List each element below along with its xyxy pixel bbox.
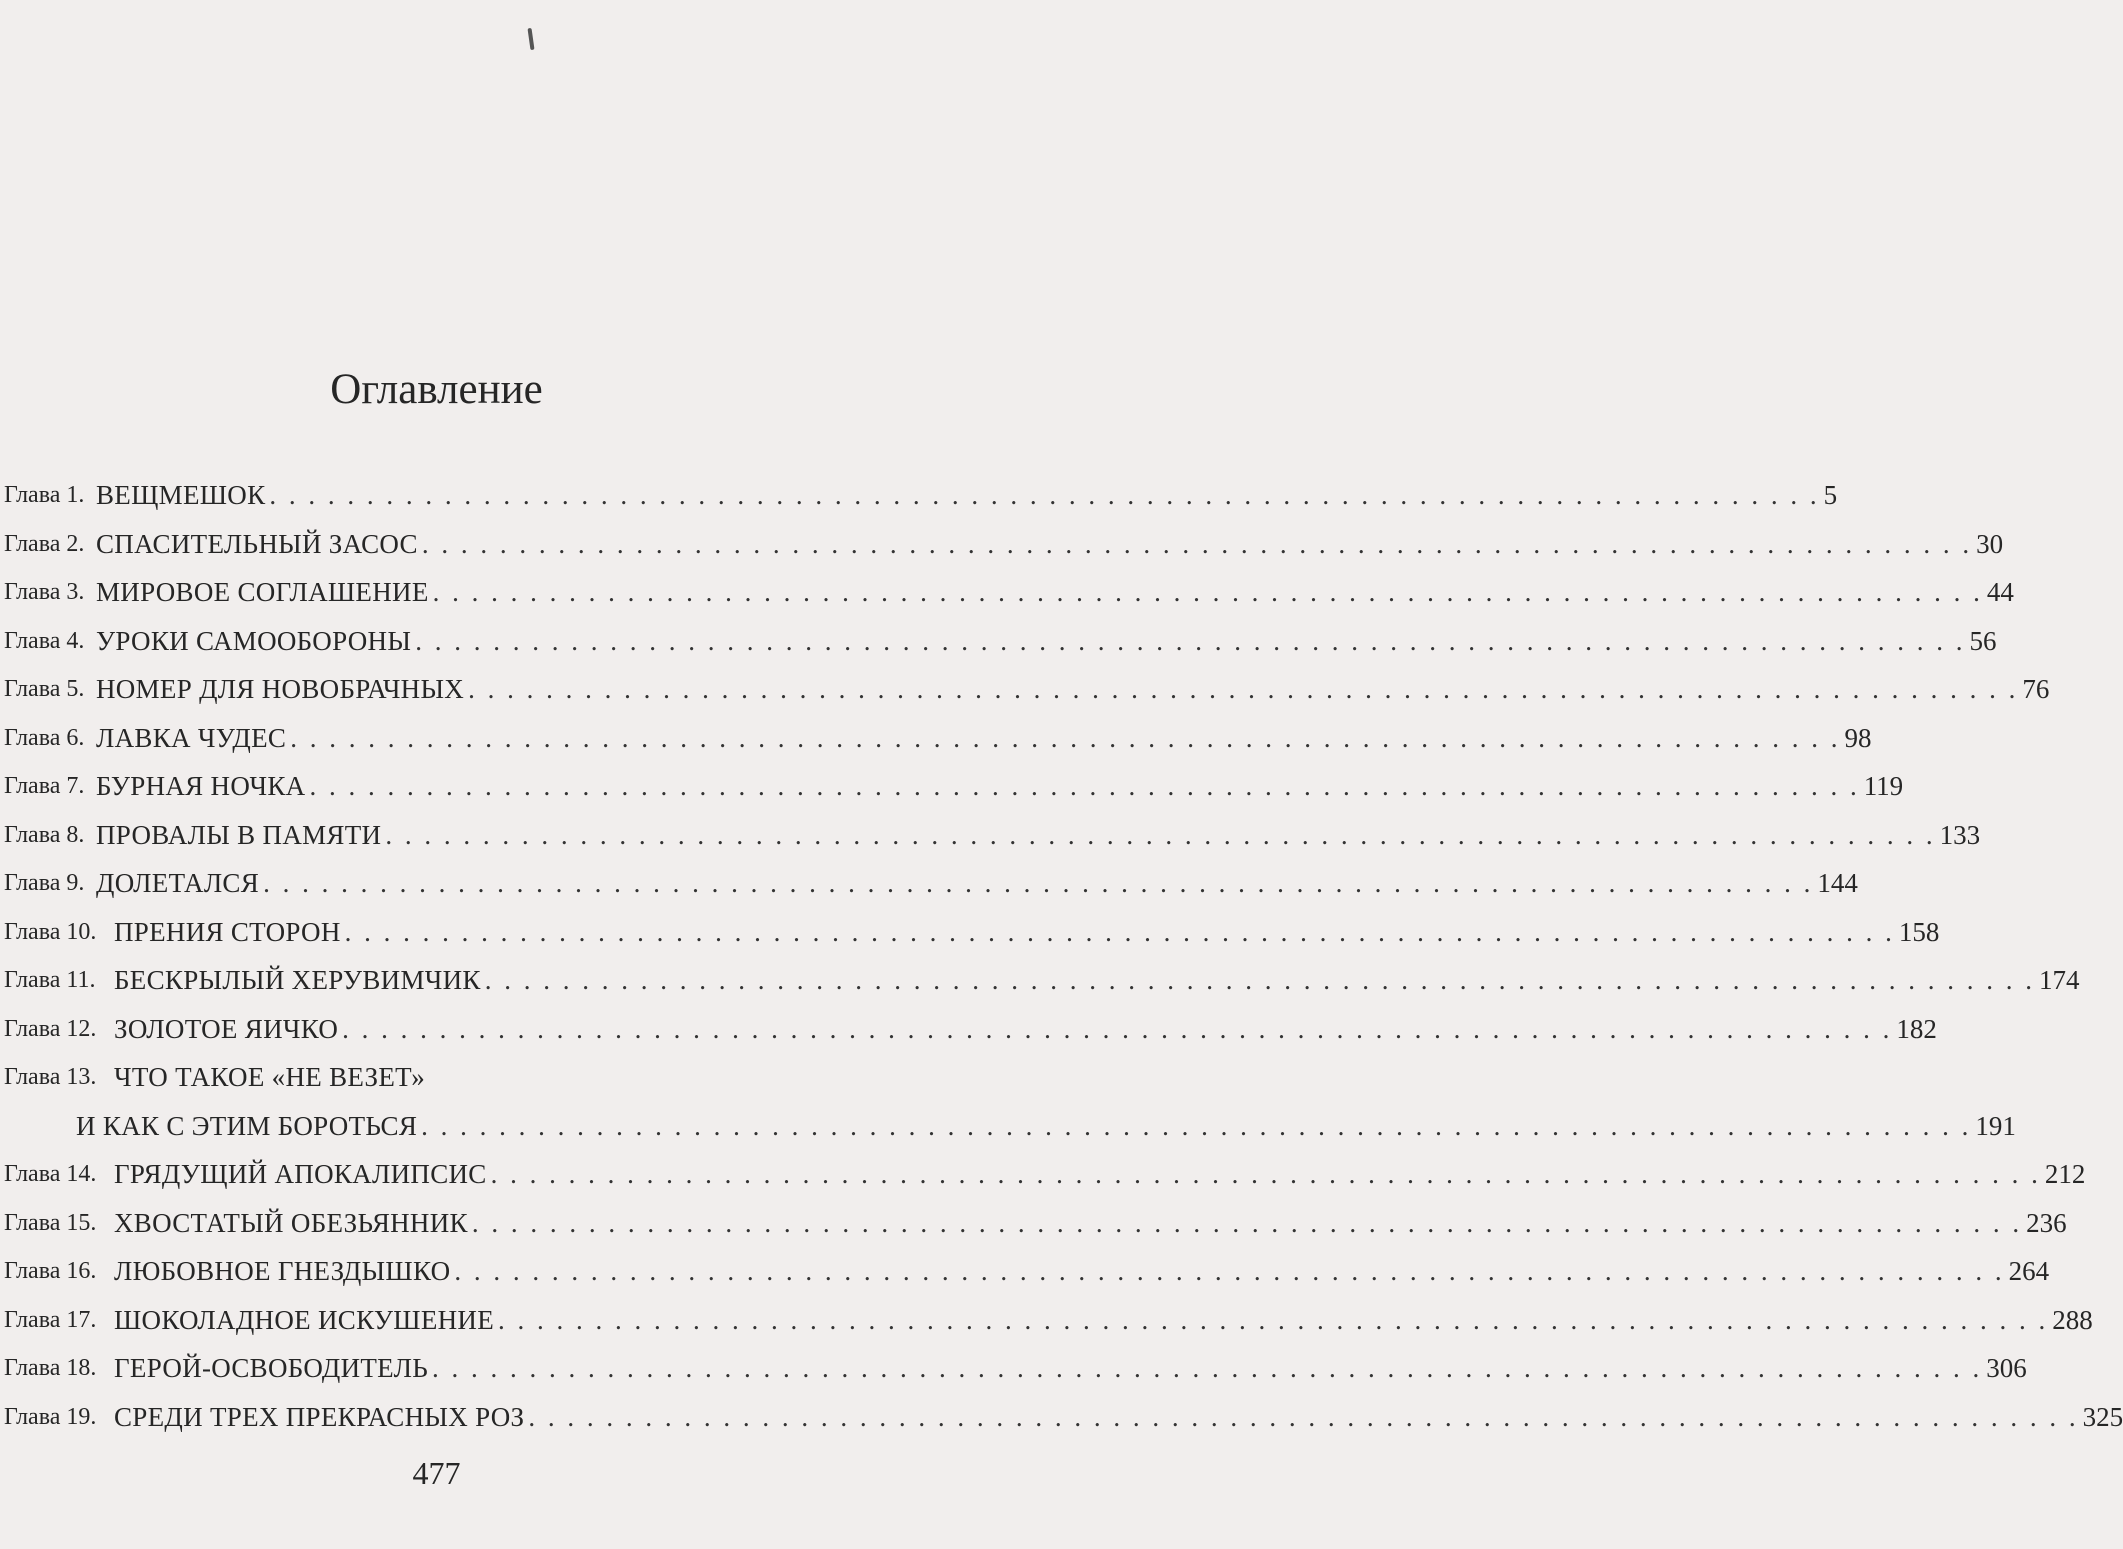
chapter-title: БЕСКРЫЛЫЙ ХЕРУВИМЧИК bbox=[114, 965, 481, 995]
chapter-title: МИРОВОЕ СОГЛАШЕНИЕ bbox=[96, 577, 429, 607]
chapter-number: Глава 3. bbox=[4, 579, 85, 605]
dot-leader: . . . . . . . . . . . . . . . . . . . . . . . . . . . . . . . . . . . . . . . . . . . . . . . . . . . . . . . . . . . . . . . . . . . . . . . . . . . . . . . . bbox=[490, 1159, 2041, 1189]
chapter-page: 76 bbox=[2022, 674, 2050, 704]
chapter-title: ЗОЛОТОЕ ЯИЧКО bbox=[114, 1013, 339, 1044]
dot-leader: . . . . . . . . . . . . . . . . . . . . . . . . . . . . . . . . . . . . . . . . . . . . . . . . . . . . . . . . . . . . . . . . . . . . . . . . . . . . . . . . bbox=[385, 819, 1936, 850]
chapter-number: Глава 19. bbox=[4, 1403, 97, 1430]
chapter-number: Глава 17. bbox=[4, 1306, 97, 1333]
chapter-page: 119 bbox=[1863, 771, 1904, 801]
toc-entry bbox=[0, 1247, 2050, 1296]
chapter-page: 5 bbox=[1823, 480, 1838, 510]
toc-entry bbox=[0, 520, 2004, 569]
dot-leader: . . . . . . . . . . . . . . . . . . . . . . . . . . . . . . . . . . . . . . . . . . . . . . . . . . . . . . . . . . . . . . . . . . . . . . . . . . . . . . . . bbox=[309, 771, 1860, 801]
chapter-number: Глава 4. bbox=[4, 627, 85, 654]
chapter-number: Глава 13. bbox=[4, 1064, 97, 1090]
chapter-title: ШОКОЛАДНОЕ ИСКУШЕНИЕ bbox=[114, 1304, 495, 1335]
chapter-page: 30 bbox=[1976, 528, 2004, 559]
chapter-number: Глава 18. bbox=[4, 1355, 97, 1381]
toc-entry bbox=[0, 1053, 2016, 1150]
chapter-page: 158 bbox=[1898, 916, 1940, 947]
chapter-page: 56 bbox=[1969, 625, 1997, 656]
toc-entry bbox=[0, 665, 2050, 714]
chapter-title: ЧТО ТАКОЕ «НЕ ВЕЗЕТ» bbox=[114, 1062, 426, 1092]
chapter-number: Глава 6. bbox=[4, 724, 85, 751]
dot-leader: . . . . . . . . . . . . . . . . . . . . . . . . . . . . . . . . . . . . . . . . . . . . . . . . . . . . . . . . . . . . . . . . . . . . . . . . . . . . . . . . bbox=[528, 1401, 2079, 1432]
page-edge-mark bbox=[527, 28, 534, 50]
chapter-page: 144 bbox=[1817, 868, 1858, 898]
chapter-title: ДОЛЕТАЛСЯ bbox=[96, 868, 260, 898]
dot-leader: . . . . . . . . . . . . . . . . . . . . . . . . . . . . . . . . . . . . . . . . . . . . . . . . . . . . . . . . . . . . . . . . . . . . . . . . . . . . . . . . bbox=[269, 480, 1820, 510]
chapter-title: УРОКИ САМООБОРОНЫ bbox=[96, 625, 412, 656]
toc-entry bbox=[0, 1150, 2086, 1199]
chapter-title: СРЕДИ ТРЕХ ПРЕКРАСНЫХ РОЗ bbox=[114, 1401, 525, 1432]
chapter-title: БУРНАЯ НОЧКА bbox=[96, 771, 306, 801]
chapter-number: Глава 10. bbox=[4, 918, 97, 945]
chapter-number: Глава 16. bbox=[4, 1258, 97, 1284]
toc-entry bbox=[0, 714, 1872, 763]
chapter-number: Глава 7. bbox=[4, 773, 85, 799]
toc-entry bbox=[0, 1296, 2093, 1345]
chapter-page: 264 bbox=[2008, 1256, 2050, 1286]
chapter-title: ВЕЩМЕШОК bbox=[96, 480, 266, 510]
chapter-number: Глава 14. bbox=[4, 1161, 97, 1187]
chapter-title: ГЕРОЙ-ОСВОБОДИТЕЛЬ bbox=[114, 1353, 429, 1383]
chapter-title: ЛАВКА ЧУДЕС bbox=[96, 722, 287, 753]
chapter-title: СПАСИТЕЛЬНЫЙ ЗАСОС bbox=[96, 528, 418, 559]
page-number: 477 bbox=[412, 1455, 461, 1491]
toc-list bbox=[0, 471, 2123, 1441]
dot-leader: . . . . . . . . . . . . . . . . . . . . . . . . . . . . . . . . . . . . . . . . . . . . . . . . . . . . . . . . . . . . . . . . . . . . . . . . . . . . . . . . bbox=[468, 674, 2019, 704]
chapter-page: 98 bbox=[1844, 722, 1872, 753]
toc-entry bbox=[0, 568, 2014, 617]
dot-leader: . . . . . . . . . . . . . . . . . . . . . . . . . . . . . . . . . . . . . . . . . . . . . . . . . . . . . . . . . . . . . . . . . . . . . . . . . . . . . . . . bbox=[290, 722, 1841, 753]
chapter-page: 44 bbox=[1986, 577, 2014, 607]
chapter-number: Глава 8. bbox=[4, 821, 85, 848]
dot-leader: . . . . . . . . . . . . . . . . . . . . . . . . . . . . . . . . . . . . . . . . . . . . . . . . . . . . . . . . . . . . . . . . . . . . . . . . . . . . . . . . bbox=[342, 1013, 1893, 1044]
dot-leader: . . . . . . . . . . . . . . . . . . . . . . . . . . . . . . . . . . . . . . . . . . . . . . . . . . . . . . . . . . . . . . . . . . . . . . . . . . . . . . . . bbox=[432, 577, 1983, 607]
chapter-page: 288 bbox=[2052, 1304, 2093, 1335]
toc-entry bbox=[0, 1005, 1937, 1054]
chapter-title: ГРЯДУЩИЙ АПОКАЛИПСИС bbox=[114, 1159, 487, 1189]
chapter-page: 174 bbox=[2038, 965, 2080, 995]
chapter-page: 133 bbox=[1939, 819, 1981, 850]
chapter-title: НОМЕР ДЛЯ НОВОБРАЧНЫХ bbox=[96, 674, 465, 704]
toc-entry bbox=[0, 762, 1904, 811]
dot-leader: . . . . . . . . . . . . . . . . . . . . . . . . . . . . . . . . . . . . . . . . . . . . . . . . . . . . . . . . . . . . . . . . . . . . . . . . . . . . . . . . bbox=[484, 965, 2035, 995]
chapter-title: ЛЮБОВНОЕ ГНЕЗДЫШКО bbox=[114, 1256, 451, 1286]
chapter-title: ПРОВАЛЫ В ПАМЯТИ bbox=[96, 819, 382, 850]
toc-entry bbox=[0, 811, 1981, 860]
chapter-number: Глава 11. bbox=[4, 967, 96, 993]
dot-leader: . . . . . . . . . . . . . . . . . . . . . . . . . . . . . . . . . . . . . . . . . . . . . . . . . . . . . . . . . . . . . . . . . . . . . . . . . . . . . . . . bbox=[421, 528, 1973, 559]
chapter-page: 191 bbox=[1975, 1110, 2016, 1141]
dot-leader: . . . . . . . . . . . . . . . . . . . . . . . . . . . . . . . . . . . . . . . . . . . . . . . . . . . . . . . . . . . . . . . . . . . . . . . . . . . . . . . . bbox=[421, 1110, 1972, 1141]
dot-leader: . . . . . . . . . . . . . . . . . . . . . . . . . . . . . . . . . . . . . . . . . . . . . . . . . . . . . . . . . . . . . . . . . . . . . . . . . . . . . . . . bbox=[454, 1256, 2005, 1286]
dot-leader: . . . . . . . . . . . . . . . . . . . . . . . . . . . . . . . . . . . . . . . . . . . . . . . . . . . . . . . . . . . . . . . . . . . . . . . . . . . . . . . . bbox=[415, 625, 1966, 656]
dot-leader: . . . . . . . . . . . . . . . . . . . . . . . . . . . . . . . . . . . . . . . . . . . . . . . . . . . . . . . . . . . . . . . . . . . . . . . . . . . . . . . . bbox=[471, 1207, 2023, 1238]
toc-entry bbox=[0, 1393, 2123, 1442]
chapter-number: Глава 15. bbox=[4, 1209, 97, 1236]
toc-entry bbox=[0, 859, 1858, 908]
chapter-number: Глава 1. bbox=[4, 482, 85, 508]
toc-title: Оглавление bbox=[330, 366, 543, 413]
chapter-page: 182 bbox=[1896, 1013, 1937, 1044]
chapter-number: Глава 2. bbox=[4, 530, 85, 557]
dot-leader: . . . . . . . . . . . . . . . . . . . . . . . . . . . . . . . . . . . . . . . . . . . . . . . . . . . . . . . . . . . . . . . . . . . . . . . . . . . . . . . . bbox=[263, 868, 1814, 898]
chapter-number: Глава 5. bbox=[4, 676, 85, 702]
chapter-number: Глава 9. bbox=[4, 870, 85, 896]
chapter-page: 306 bbox=[1986, 1353, 2027, 1383]
dot-leader: . . . . . . . . . . . . . . . . . . . . . . . . . . . . . . . . . . . . . . . . . . . . . . . . . . . . . . . . . . . . . . . . . . . . . . . . . . . . . . . . bbox=[498, 1304, 2049, 1335]
chapter-page: 325 bbox=[2082, 1401, 2123, 1432]
chapter-number: Глава 12. bbox=[4, 1015, 97, 1042]
chapter-page: 212 bbox=[2044, 1159, 2086, 1189]
chapter-title-continued: И КАК С ЭТИМ БОРОТЬСЯ bbox=[76, 1110, 418, 1141]
chapter-title: ХВОСТАТЫЙ ОБЕЗЬЯННИК bbox=[114, 1207, 468, 1238]
dot-leader: . . . . . . . . . . . . . . . . . . . . . . . . . . . . . . . . . . . . . . . . . . . . . . . . . . . . . . . . . . . . . . . . . . . . . . . . . . . . . . . . bbox=[344, 916, 1895, 947]
toc-entry bbox=[0, 956, 2080, 1005]
toc-entry bbox=[0, 1344, 2027, 1393]
toc-entry bbox=[0, 1199, 2067, 1248]
dot-leader: . . . . . . . . . . . . . . . . . . . . . . . . . . . . . . . . . . . . . . . . . . . . . . . . . . . . . . . . . . . . . . . . . . . . . . . . . . . . . . . . bbox=[432, 1353, 1983, 1383]
chapter-title: ПРЕНИЯ СТОРОН bbox=[114, 916, 341, 947]
toc-entry bbox=[0, 471, 1838, 520]
toc-entry bbox=[0, 617, 1997, 666]
chapter-page: 236 bbox=[2026, 1207, 2067, 1238]
toc-entry bbox=[0, 908, 1940, 957]
